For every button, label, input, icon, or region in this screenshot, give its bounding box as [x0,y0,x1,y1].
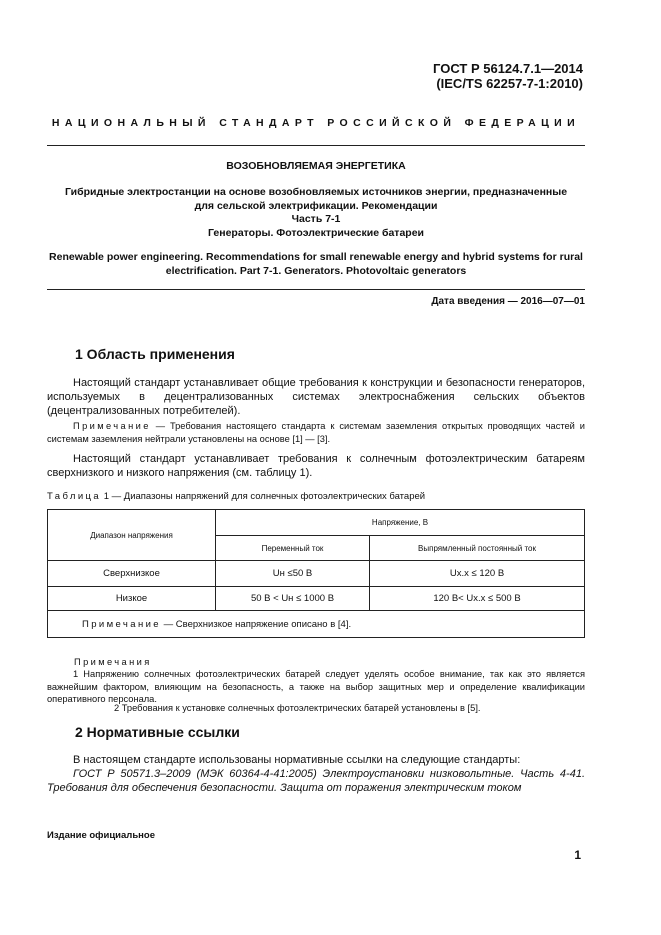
table-header-range: Диапазон напряжения [48,510,216,561]
table-header-dc: Выпрямленный постоянный ток [370,536,585,561]
section1-paragraph2: Настоящий стандарт устанавливает требования к солнечным фотоэлектрическим батареям сверхнизкого и низкого напряжения (см. таблицу 1). [47,453,585,479]
document-code [433,61,583,91]
title-part: Часть 7-1 [291,213,341,225]
table-header-voltage: Напряжение, В [216,510,585,536]
title-part-title: Генераторы. Фотоэлектрические батареи [207,226,424,239]
title-main: ВОЗОБНОВЛЯЕМАЯ ЭНЕРГЕТИКА [226,160,406,172]
table-header-ac: Переменный ток [216,536,370,561]
document-code-iec: (IEC/TS 62257-7-1:2010) [436,76,583,91]
table-note-label: Примечание [82,618,161,630]
table-cell-range: Низкое [48,587,216,611]
notes-item-2: 2 Требования к установке солнечных фотоэлектрических батарей установлены в [5]. [114,703,481,713]
national-standard-banner: НАЦИОНАЛЬНЫЙ СТАНДАРТ РОССИЙСКОЙ ФЕДЕРАЦИИ [51,117,581,129]
edition-label: Издание официальное [47,830,155,841]
intro-date: Дата введения — 2016—07—01 [431,296,585,307]
table-cell-ac: 50 В < Uн ≤ 1000 В [216,587,370,611]
note-label: Примечание [73,421,151,431]
table-cell-ac: Uн ≤50 В [216,561,370,587]
document-code-gost: ГОСТ Р 56124.7.1—2014 [433,61,583,76]
title-sub [47,186,585,240]
section2-heading: 2 Нормативные ссылки [75,724,240,740]
note-text: — Требования настоящего стандарта к системам заземления открытых проводящих частей и системам заземления нейтрали установлены на основе [1] — [3]. [47,421,585,444]
title-en-line1: Renewable power engineering. Recommendations for small renewable energy and hybrid systems for rural [49,251,583,263]
title-en-line2: electrification. Part 7-1. Generators. Photovoltaic generators [165,264,467,277]
notes-label: Примечания [74,657,152,667]
title-english [47,251,585,278]
section2-reference: ГОСТ Р 50571.3–2009 (МЭК 60364-4-41:2005) Электроустановки низковольтные. Часть 4-41. Требования для обеспечения безопасности. Защита от поражения электрическим током [47,768,585,794]
table-row [48,561,585,587]
section1-paragraph1: Настоящий стандарт устанавливает общие требования к конструкции и безопасности генераторов, используемых в децентрализованных системах электроснабжения сельских объектов (децентрализованных потребителей). [47,377,585,417]
table1-caption-text: 1 — Диапазоны напряжений для солнечных фотоэлектрических батарей [101,491,426,502]
header-rule [47,145,585,146]
voltage-range-table [47,509,585,638]
table1-caption-label: Таблица [47,491,102,502]
table-note [48,611,585,638]
section1-heading: 1 Область применения [75,346,235,362]
table-cell-dc: 120 В< Uх.х ≤ 500 В [370,587,585,611]
section1-note [47,420,585,445]
title-rule [47,289,585,290]
table1-caption [47,491,425,502]
page-number: 1 [574,848,581,862]
title-sub-line1: Гибридные электростанции на основе возобновляемых источников энергии, предназначенные [64,186,568,198]
notes-item-1: 1 Напряжению солнечных фотоэлектрических батарей следует уделять особое внимание, так как это является важнейшим фактором, влияющим на безопасность, а также на выбор защитных мер и определение квалификации оперативного персонала. [47,669,585,704]
table-cell-range: Сверхнизкое [48,561,216,587]
table-cell-dc: Uх.х ≤ 120 В [370,561,585,587]
table-row [48,587,585,611]
section2-paragraph: В настоящем стандарте использованы нормативные ссылки на следующие стандарты: [73,754,521,766]
title-sub-line2: для сельской электрификации. Рекомендации [194,199,438,212]
table-note-text: — Сверхнизкое напряжение описано в [4]. [161,618,352,630]
